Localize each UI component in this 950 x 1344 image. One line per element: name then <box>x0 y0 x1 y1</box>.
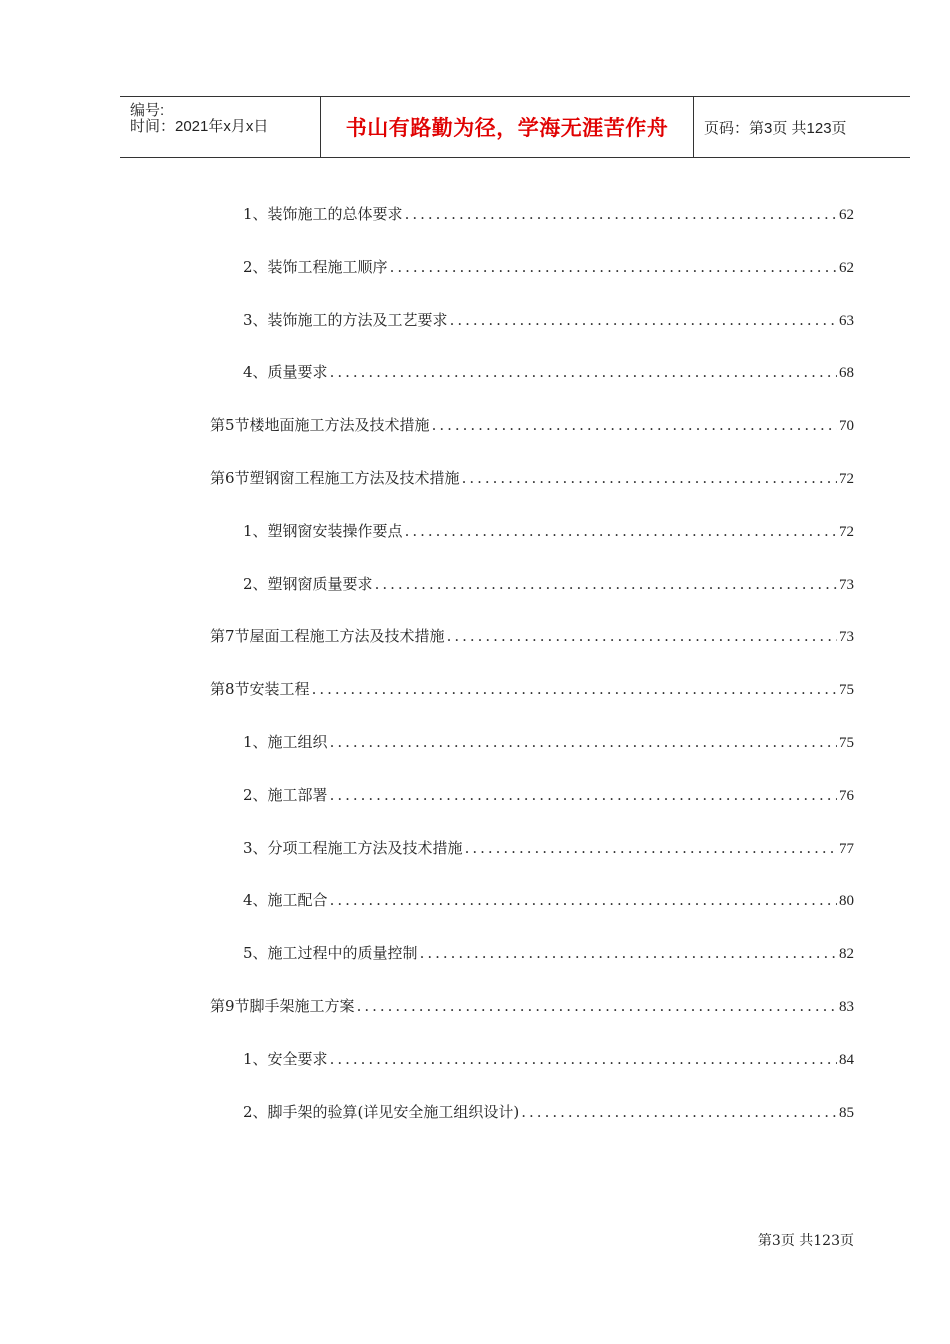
toc-entry-number: 3、 <box>243 838 268 857</box>
toc-entry-title: 施工组织 <box>267 733 328 751</box>
toc-entry-number: 第7节 <box>210 627 250 646</box>
toc-entry-number: 第8节 <box>210 680 250 699</box>
toc-entry-number: 第6节 <box>210 469 250 487</box>
toc-entry-page: 68 <box>839 365 854 382</box>
toc-leader-dots <box>447 627 837 645</box>
toc-leader-dots <box>330 1050 837 1068</box>
toc-leader-dots <box>330 786 837 804</box>
toc-entry <box>243 889 854 913</box>
toc-entry <box>243 837 854 861</box>
toc-entry-title: 屋面工程施工方法及技术措施 <box>249 627 445 646</box>
toc-entry-number: 4、 <box>243 891 268 910</box>
toc-entry <box>243 1101 854 1125</box>
toc-entry-number: 1、 <box>243 521 268 540</box>
toc-leader-dots <box>330 733 837 751</box>
toc-entry-title: 分项工程施工方法及技术措施 <box>267 838 463 857</box>
toc-entry-page: 72 <box>839 523 854 540</box>
toc-entry <box>243 203 854 227</box>
toc-entry-title: 塑钢窗工程施工方法及技术措施 <box>249 469 460 487</box>
toc-leader-dots <box>450 311 837 329</box>
header-motto-cell <box>321 97 694 157</box>
toc-entry <box>210 995 854 1019</box>
toc-entry-page: 83 <box>839 999 854 1015</box>
toc-entry-page: 76 <box>839 787 854 804</box>
toc-entry <box>243 309 854 333</box>
toc-entry-number: 第5节 <box>210 416 250 435</box>
toc-entry-number: 2、 <box>243 257 268 276</box>
toc-entry-page: 73 <box>839 629 854 646</box>
header-page-info: 页码：第3页 共123页 <box>704 119 847 137</box>
toc-entry-title: 安装工程 <box>249 680 310 699</box>
toc-entry-page: 82 <box>839 946 854 963</box>
toc-entry-number: 4、 <box>243 363 268 382</box>
toc-entry <box>210 625 854 649</box>
toc-entry-title: 塑钢窗质量要求 <box>267 574 373 593</box>
toc-entry-title: 脚手架施工方案 <box>249 997 355 1015</box>
code-label: 编号: <box>130 102 165 119</box>
toc-leader-dots <box>465 839 837 857</box>
motto-text: 书山有路勤为径，学海无涯苦作舟 <box>345 116 669 140</box>
toc-leader-dots <box>405 205 837 223</box>
toc-entry-page: 62 <box>839 207 854 223</box>
toc-entry-number: 3、 <box>243 310 268 329</box>
toc-leader-dots <box>390 258 837 276</box>
toc-entry-page: 75 <box>839 682 854 699</box>
toc-leader-dots <box>405 522 837 540</box>
toc-entry-title: 装饰施工的总体要求 <box>267 205 403 223</box>
toc-entry-title: 脚手架的验算(详见安全施工组织设计) <box>267 1102 520 1121</box>
toc-entry <box>243 731 854 755</box>
toc-entry-page: 80 <box>839 893 854 910</box>
toc-entry-title: 装饰工程施工顺序 <box>267 257 388 276</box>
toc-entry <box>243 573 854 597</box>
toc-entry-title: 装饰施工的方法及工艺要求 <box>267 310 448 329</box>
toc-entry-number: 1、 <box>243 1049 268 1068</box>
toc-entry <box>243 942 854 966</box>
toc-entry <box>243 784 854 808</box>
toc-entry-number: 2、 <box>243 574 268 593</box>
toc-entry-title: 施工配合 <box>267 891 328 910</box>
toc-entry <box>243 256 854 280</box>
toc-entry <box>210 678 854 702</box>
toc-leader-dots <box>420 944 837 962</box>
toc-entry-page: 85 <box>839 1104 854 1121</box>
toc-entry-number: 第9节 <box>210 997 250 1015</box>
toc-entry-title: 施工过程中的质量控制 <box>267 944 418 963</box>
toc-entry-number: 2、 <box>243 1102 268 1121</box>
toc-leader-dots <box>357 997 837 1015</box>
toc-entry-title: 施工部署 <box>267 785 328 804</box>
page-footer: 第3页 共123页 <box>757 1233 854 1249</box>
toc-entry <box>243 361 854 385</box>
toc-entry-title: 塑钢窗安装操作要点 <box>267 521 403 540</box>
toc-entry-page: 63 <box>839 312 854 329</box>
toc-entry-number: 5、 <box>243 944 268 963</box>
toc-entry <box>243 520 854 544</box>
toc-leader-dots <box>521 1103 837 1121</box>
toc-entry-page: 75 <box>839 735 854 751</box>
toc-leader-dots <box>330 891 837 909</box>
toc-entry-page: 62 <box>839 259 854 276</box>
toc-entry <box>210 414 854 438</box>
toc-entry-number: 2、 <box>243 785 268 804</box>
toc-entry-title: 安全要求 <box>267 1049 328 1068</box>
time-label: 时间：2021年x月x日 <box>130 118 269 135</box>
toc-leader-dots <box>330 363 837 381</box>
toc-entry-page: 70 <box>839 418 854 435</box>
toc-entry <box>243 1048 854 1072</box>
toc-entry-number: 1、 <box>243 205 268 223</box>
toc-entry <box>210 467 854 491</box>
toc-entry-page: 84 <box>839 1051 854 1068</box>
toc-entry-page: 73 <box>839 576 854 593</box>
toc-leader-dots <box>375 575 837 593</box>
toc-leader-dots <box>432 416 837 434</box>
toc-entry-number: 1、 <box>243 733 268 751</box>
page-header <box>120 96 910 158</box>
toc-entry-page: 77 <box>839 840 854 857</box>
toc-entry-title: 楼地面施工方法及技术措施 <box>249 416 430 435</box>
header-meta <box>120 97 321 157</box>
toc-entry-page: 72 <box>839 471 854 487</box>
toc-entry-title: 质量要求 <box>267 363 328 382</box>
toc-leader-dots <box>462 469 837 487</box>
toc-leader-dots <box>312 680 837 698</box>
